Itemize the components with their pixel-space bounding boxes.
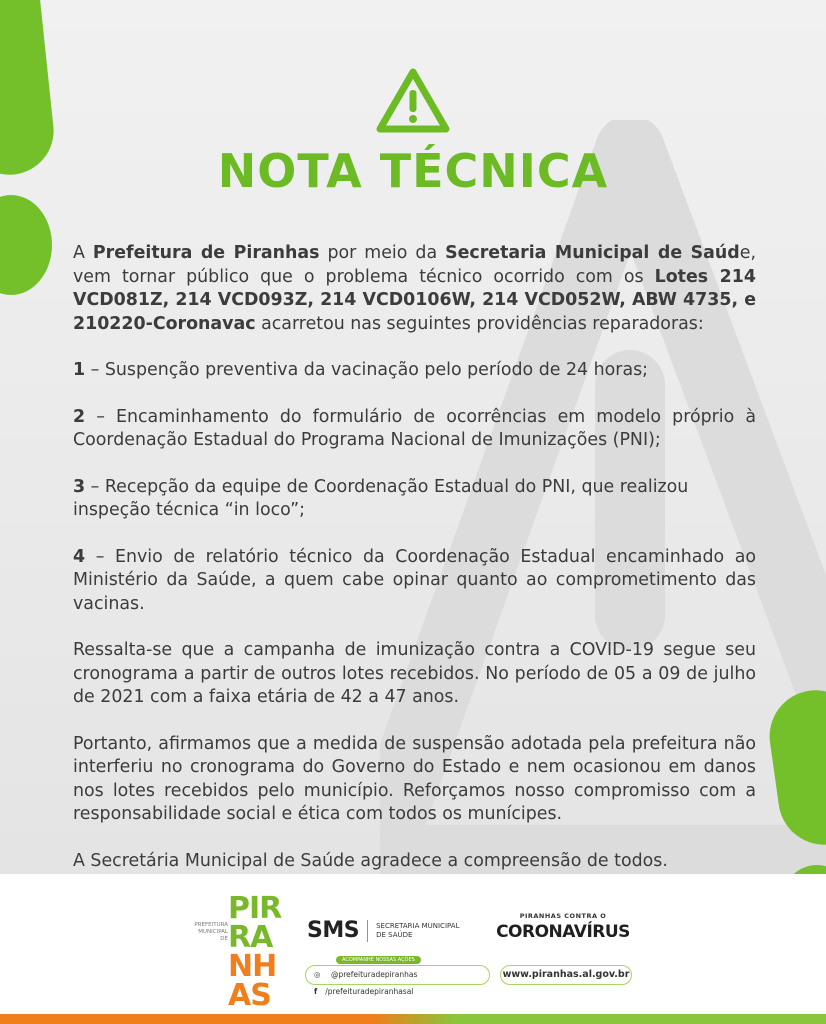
warning-triangle-icon — [374, 66, 452, 136]
sms-logo: SMS SECRETARIA MUNICIPAL DE SAÚDE — [307, 918, 460, 943]
measure-item-4: 4 – Envio de relatório técnico da Coordenação Estadual encaminhado ao Ministério da Saúde, a quem cabe opinar quanto ao comprometimento das vacinas. — [73, 546, 756, 614]
intro-paragraph: A Prefeitura de Piranhas por meio da Secretaria Municipal de Saúde, vem tornar público que o problema técnico ocorrido com os Lotes 214 VCD081Z, 214 VCD093Z, 214 VCD0106W, 214 VCD052W, ABW 4735, e 210220-Coronavac acarretou nas seguintes providências reparadoras: — [73, 243, 756, 334]
website-link[interactable]: www.piranhas.al.gov.br — [500, 965, 632, 985]
closing-paragraph: A Secretária Municipal de Saúde agradece a compreensão de todos. — [73, 850, 668, 871]
facebook-link[interactable]: f /prefeituradepiranhasal — [314, 987, 414, 996]
page-title: NOTA TÉCNICA — [217, 144, 609, 198]
prefeitura-label: PREFEITURA MUNICIPAL DE — [194, 922, 228, 942]
instagram-icon: ◎ — [314, 970, 321, 979]
corona-campaign-logo: PIRANHAS CONTRA O CORONAVÍRUS — [496, 912, 630, 942]
instagram-link[interactable]: ◎ @prefeituradepiranhas — [314, 970, 418, 979]
measure-item-2: 2 – Encaminhamento do formulário de ocorrências em modelo próprio à Coordenação Estadual do Programa Nacional de Imunizações (PNI); — [73, 406, 756, 450]
footer — [0, 874, 826, 1024]
left-exclamation-dot — [0, 195, 52, 295]
commitment-paragraph: Portanto, afirmamos que a medida de suspensão adotada pela prefeitura não interferiu no cronograma do Governo do Estado e nem ocasionou em danos nos lotes recebidos pelo município. Reforçamos nosso compromisso com a responsabilidade social e ética com todos os munícipes. — [73, 733, 756, 824]
measure-item-3: 3 – Recepção da equipe de Coordenação Estadual do PNI, que realizou inspeção técnica “in loco”; — [73, 476, 689, 520]
sms-separator — [367, 920, 368, 942]
footer-color-stripe — [0, 1014, 826, 1024]
measure-item-1: 1 – Suspenção preventiva da vacinação pelo período de 24 horas; — [73, 360, 649, 380]
social-links — [305, 965, 490, 996]
notice-body — [73, 242, 756, 896]
schedule-paragraph: Ressalta-se que a campanha de imunização contra a COVID-19 segue seu cronograma a partir de outros lotes recebidos. No período de 05 a 09 de julho de 2021 com a faixa etária de 42 a 47 anos. — [73, 640, 756, 707]
facebook-icon: f — [314, 987, 318, 996]
piranhas-logo: PIR RA NH AS — [228, 891, 282, 1013]
social-label: ACOMPANHE NOSSAS AÇÕES — [336, 956, 421, 964]
